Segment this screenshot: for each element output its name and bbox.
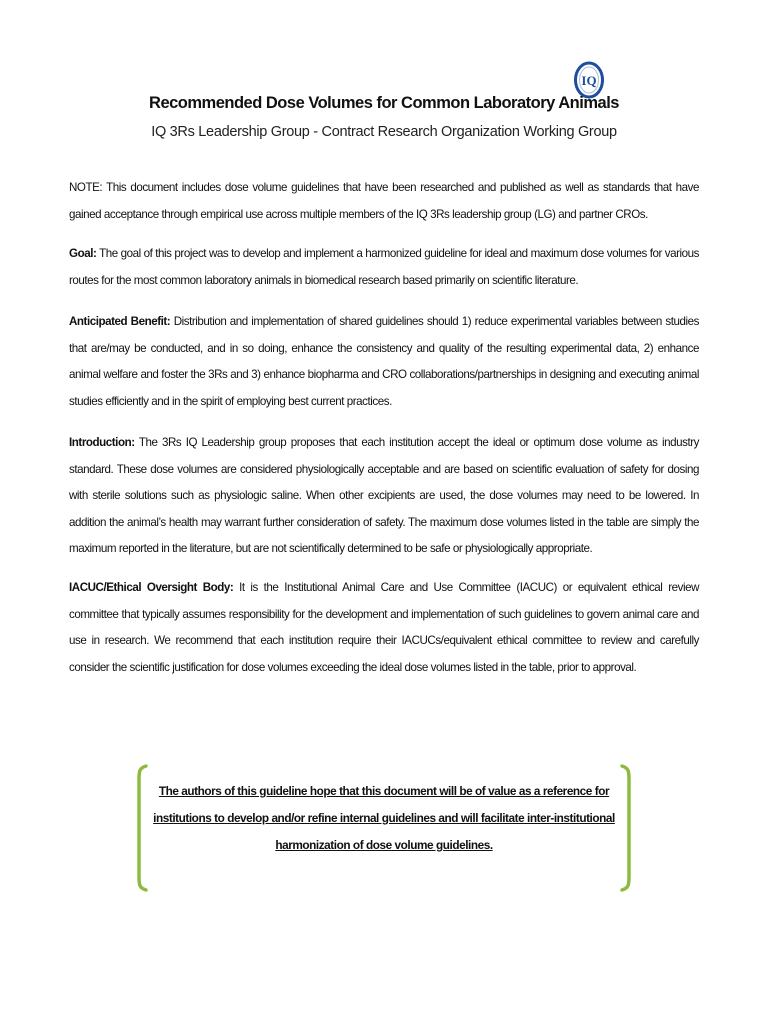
right-bracket-icon <box>620 764 634 892</box>
introduction-paragraph <box>69 430 699 563</box>
introduction-text: The 3Rs IQ Leadership group proposes that each institution accept the ideal or optimum dose volume as industry standard. These dose volumes are considered physiologically acceptable and are based on scientific evaluation of safety for dosing with sterile solutions such as physiologic saline. When other excipients are used, the dose volumes may need to be lowered. In addition the animal’s health may warrant further consideration of safety. The maximum dose volumes listed in the table are simply the maximum reported in the literature, but are not scientifically determined to be safe or physiologically appropriate. <box>69 436 699 555</box>
goal-text: The goal of this project was to develop and implement a harmonized guideline for ideal and maximum dose volumes for various routes for the most common laboratory animals in biomedical research based primarily on scientific literature. <box>69 247 699 287</box>
iacuc-paragraph <box>69 575 699 681</box>
introduction-lead: Introduction: <box>69 436 135 449</box>
callout-box <box>134 764 634 892</box>
note-text: NOTE: This document includes dose volume guidelines that have been researched and published as well as standards that have gained acceptance through empirical use across multiple members of the IQ 3Rs leadership group (LG) and partner CROs. <box>69 181 699 221</box>
iacuc-text: It is the Institutional Animal Care and Use Committee (IACUC) or equivalent ethical review committee that typically assumes responsibility for the development and implementation of such guidelines to govern animal care and use in research. We recommend that each institution require their IACUCs/equivalent ethical committee to review and carefully consider the scientific justification for dose volumes exceeding the ideal dose volumes listed in the table, prior to approval. <box>69 581 699 674</box>
goal-lead: Goal: <box>69 247 97 260</box>
left-bracket-icon <box>134 764 148 892</box>
goal-paragraph <box>69 241 699 294</box>
callout-text: The authors of this guideline hope that this document will be of value as a reference for institutions to develop and/or refine internal guidelines and will facilitate inter-institutional harmonization of dose volume guidelines. <box>153 784 615 852</box>
iacuc-lead: IACUC/Ethical Oversight Body: <box>69 581 234 594</box>
note-paragraph <box>69 175 699 228</box>
benefit-paragraph <box>69 309 699 415</box>
page-title: Recommended Dose Volumes for Common Laboratory Animals <box>149 94 619 112</box>
benefit-text: Distribution and implementation of shared guidelines should 1) reduce experimental variables between studies that are/may be conducted, and in so doing, enhance the consistency and quality of the resulting experimental data, 2) enhance animal welfare and foster the 3Rs and 3) enhance biopharma and CRO collaborations/partnerships in designing and executing animal studies efficiently and in the spirit of employing best current practices. <box>69 315 699 408</box>
page-subtitle: IQ 3Rs Leadership Group - Contract Research Organization Working Group <box>151 124 617 140</box>
benefit-lead: Anticipated Benefit: <box>69 315 171 328</box>
logo-text: IQ <box>581 73 597 88</box>
